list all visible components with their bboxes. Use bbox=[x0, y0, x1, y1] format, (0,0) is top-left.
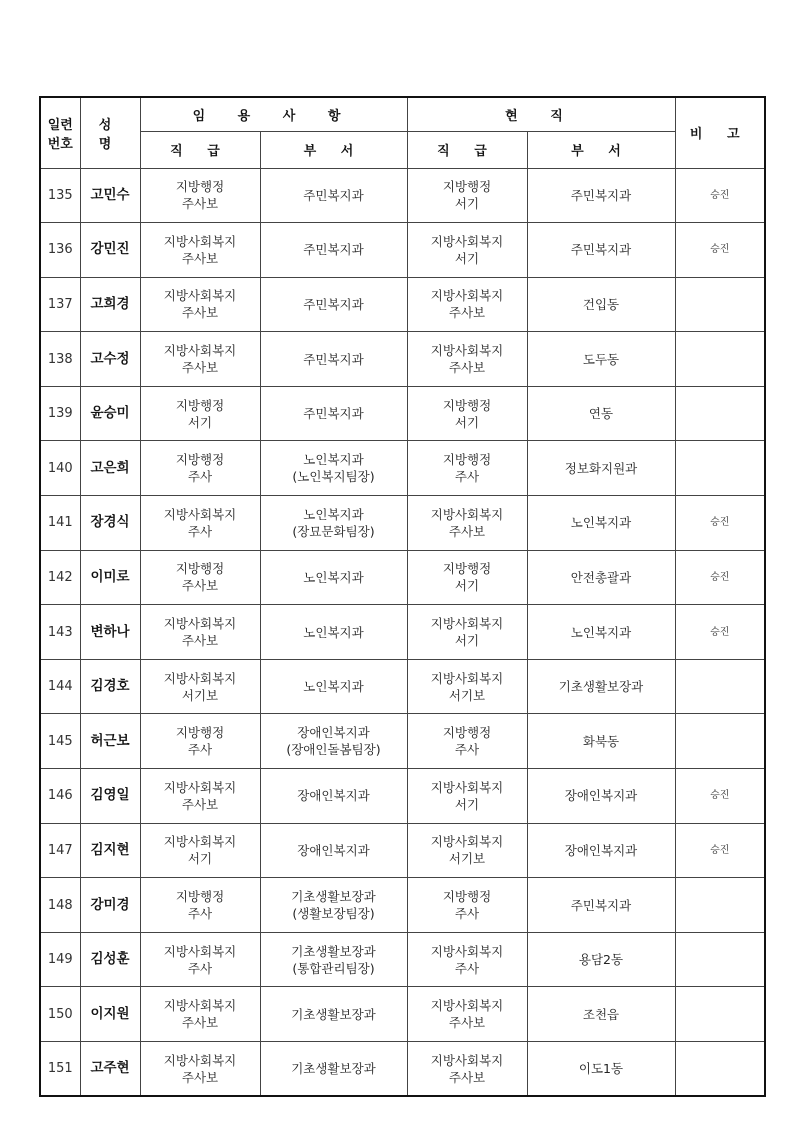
current-department: 이도1동 bbox=[527, 1042, 675, 1097]
serial-number: 141 bbox=[40, 496, 80, 551]
appointed-rank bbox=[140, 168, 260, 223]
serial-number: 151 bbox=[40, 1042, 80, 1097]
current-rank bbox=[407, 987, 527, 1042]
appointed-rank bbox=[140, 1042, 260, 1097]
appointed-rank bbox=[140, 332, 260, 387]
employee-name: 이미로 bbox=[80, 550, 140, 605]
serial-number: 150 bbox=[40, 987, 80, 1042]
note-header: 비 고 bbox=[675, 97, 765, 168]
employee-name: 김성훈 bbox=[80, 932, 140, 987]
current-rank bbox=[407, 277, 527, 332]
remark bbox=[675, 441, 765, 496]
current-department: 연동 bbox=[527, 386, 675, 441]
appointed-rank-line: 주사 bbox=[187, 906, 213, 922]
appointed-rank bbox=[140, 223, 260, 278]
serial-number: 144 bbox=[40, 659, 80, 714]
employee-name: 장경식 bbox=[80, 496, 140, 551]
table-row bbox=[40, 332, 765, 387]
appointed-rank-line: 지방행정 bbox=[175, 561, 225, 577]
current-department: 조천읍 bbox=[527, 987, 675, 1042]
appointed-rank-line: 주사보 bbox=[181, 1069, 219, 1085]
current-rank-line: 서기 bbox=[454, 633, 480, 649]
current-rank-line: 서기 bbox=[454, 578, 480, 594]
table-row bbox=[40, 823, 765, 878]
current-department: 주민복지과 bbox=[527, 223, 675, 278]
appointed-department bbox=[260, 714, 407, 769]
serial-number: 135 bbox=[40, 168, 80, 223]
appointed-rank-line: 주사 bbox=[187, 523, 213, 539]
table-row bbox=[40, 496, 765, 551]
current-rank-line: 지방사회복지 bbox=[430, 779, 504, 795]
appointed-department: 장애인복지과 bbox=[260, 769, 407, 824]
current-department: 도두동 bbox=[527, 332, 675, 387]
serial-number-header: 일련 번호 bbox=[40, 97, 80, 168]
current-rank-line: 주사보 bbox=[448, 1015, 486, 1031]
remark bbox=[675, 386, 765, 441]
appointed-rank bbox=[140, 550, 260, 605]
serial-number: 139 bbox=[40, 386, 80, 441]
current-rank-line: 주사 bbox=[454, 960, 480, 976]
current-department: 주민복지과 bbox=[527, 878, 675, 933]
appointed-rank bbox=[140, 386, 260, 441]
appointed-rank-line: 지방행정 bbox=[175, 725, 225, 741]
appointed-rank-line: 지방사회복지 bbox=[163, 343, 237, 359]
employee-name: 강미경 bbox=[80, 878, 140, 933]
serial-number: 142 bbox=[40, 550, 80, 605]
appointed-department: 주민복지과 bbox=[260, 332, 407, 387]
table-row bbox=[40, 223, 765, 278]
serial-number: 138 bbox=[40, 332, 80, 387]
appointed-rank-line: 지방사회복지 bbox=[163, 834, 237, 850]
employee-name: 허근보 bbox=[80, 714, 140, 769]
current-rank-line: 지방행정 bbox=[442, 179, 492, 195]
employee-name: 고주현 bbox=[80, 1042, 140, 1097]
appointed-department bbox=[260, 878, 407, 933]
current-rank-line: 지방사회복지 bbox=[430, 943, 504, 959]
table-row bbox=[40, 659, 765, 714]
remark bbox=[675, 277, 765, 332]
current-rank-line: 서기 bbox=[454, 796, 480, 812]
serial-number: 140 bbox=[40, 441, 80, 496]
appointed-department-line: (생활보장팀장) bbox=[292, 906, 375, 922]
appointed-rank-line: 지방사회복지 bbox=[163, 779, 237, 795]
appointed-rank-line: 주사보 bbox=[181, 250, 219, 266]
appointed-department: 주민복지과 bbox=[260, 386, 407, 441]
remark bbox=[675, 1042, 765, 1097]
appointed-rank-line: 주사보 bbox=[181, 360, 219, 376]
current-rank-line: 지방사회복지 bbox=[430, 616, 504, 632]
appointed-rank-line: 서기 bbox=[187, 851, 213, 867]
appointed-rank bbox=[140, 987, 260, 1042]
current-rank bbox=[407, 223, 527, 278]
appointed-rank-line: 주사보 bbox=[181, 578, 219, 594]
appointment-header: 임 용 사 항 bbox=[140, 97, 407, 131]
appointment-rank-header: 직 급 bbox=[140, 131, 260, 168]
appointed-department: 노인복지과 bbox=[260, 605, 407, 660]
serial-number: 136 bbox=[40, 223, 80, 278]
appointed-rank-line: 지방사회복지 bbox=[163, 943, 237, 959]
current-rank bbox=[407, 659, 527, 714]
remark: 승진 bbox=[675, 168, 765, 223]
appointed-department bbox=[260, 932, 407, 987]
appointed-rank-line: 지방사회복지 bbox=[163, 616, 237, 632]
current-rank bbox=[407, 550, 527, 605]
appointed-rank bbox=[140, 823, 260, 878]
current-rank bbox=[407, 878, 527, 933]
current-rank-line: 지방사회복지 bbox=[430, 506, 504, 522]
current-rank-line: 지방행정 bbox=[442, 452, 492, 468]
appointment-table bbox=[39, 96, 766, 1097]
appointed-rank-line: 주사보 bbox=[181, 633, 219, 649]
employee-name: 이지원 bbox=[80, 987, 140, 1042]
current-rank-line: 서기보 bbox=[448, 687, 486, 703]
appointed-rank-line: 지방사회복지 bbox=[163, 670, 237, 686]
remark: 승진 bbox=[675, 605, 765, 660]
current-rank bbox=[407, 441, 527, 496]
current-department: 노인복지과 bbox=[527, 605, 675, 660]
appointed-department bbox=[260, 496, 407, 551]
current-rank-line: 주사 bbox=[454, 906, 480, 922]
remark bbox=[675, 932, 765, 987]
current-department: 용담2동 bbox=[527, 932, 675, 987]
appointed-rank-line: 주사보 bbox=[181, 1015, 219, 1031]
current-department: 화북동 bbox=[527, 714, 675, 769]
appointed-rank-line: 주사보 bbox=[181, 796, 219, 812]
appointed-rank-line: 지방사회복지 bbox=[163, 1052, 237, 1068]
employee-name: 강민진 bbox=[80, 223, 140, 278]
table-row bbox=[40, 987, 765, 1042]
current-department: 주민복지과 bbox=[527, 168, 675, 223]
current-rank-line: 지방행정 bbox=[442, 889, 492, 905]
current-rank-line: 지방사회복지 bbox=[430, 998, 504, 1014]
current-rank-line: 서기 bbox=[454, 414, 480, 430]
employee-name: 김영일 bbox=[80, 769, 140, 824]
employee-name: 윤승미 bbox=[80, 386, 140, 441]
appointed-rank-line: 주사보 bbox=[181, 196, 219, 212]
current-rank-header: 직 급 bbox=[407, 131, 527, 168]
appointed-rank bbox=[140, 496, 260, 551]
employee-name: 김지현 bbox=[80, 823, 140, 878]
appointed-rank bbox=[140, 878, 260, 933]
appointed-rank-line: 지방사회복지 bbox=[163, 288, 237, 304]
appointed-department bbox=[260, 441, 407, 496]
table-row bbox=[40, 277, 765, 332]
table-row bbox=[40, 1042, 765, 1097]
appointed-department: 주민복지과 bbox=[260, 168, 407, 223]
table-row bbox=[40, 168, 765, 223]
appointed-rank bbox=[140, 605, 260, 660]
appointed-rank-line: 지방사회복지 bbox=[163, 233, 237, 249]
current-rank-line: 지방사회복지 bbox=[430, 233, 504, 249]
table-row bbox=[40, 714, 765, 769]
remark bbox=[675, 659, 765, 714]
employee-name: 고희경 bbox=[80, 277, 140, 332]
table-row bbox=[40, 878, 765, 933]
appointed-department-line: 노인복지과 bbox=[303, 452, 364, 468]
current-rank-line: 지방행정 bbox=[442, 561, 492, 577]
remark: 승진 bbox=[675, 823, 765, 878]
current-rank bbox=[407, 932, 527, 987]
current-rank-line: 지방사회복지 bbox=[430, 1052, 504, 1068]
employee-name: 변하나 bbox=[80, 605, 140, 660]
current-rank-line: 주사보 bbox=[448, 1069, 486, 1085]
table-row bbox=[40, 932, 765, 987]
serial-number: 146 bbox=[40, 769, 80, 824]
appointed-rank bbox=[140, 659, 260, 714]
employee-name: 고민수 bbox=[80, 168, 140, 223]
appointment-dept-header: 부 서 bbox=[260, 131, 407, 168]
appointed-rank-line: 지방사회복지 bbox=[163, 506, 237, 522]
current-department: 기초생활보장과 bbox=[527, 659, 675, 714]
remark bbox=[675, 878, 765, 933]
appointed-department: 주민복지과 bbox=[260, 277, 407, 332]
serial-number: 148 bbox=[40, 878, 80, 933]
current-rank bbox=[407, 714, 527, 769]
current-position-header: 현 직 bbox=[407, 97, 675, 131]
current-dept-header: 부 서 bbox=[527, 131, 675, 168]
appointed-department-line: (통합관리팀장) bbox=[292, 960, 375, 976]
table-row bbox=[40, 769, 765, 824]
current-rank-line: 주사보 bbox=[448, 523, 486, 539]
employee-name: 고수정 bbox=[80, 332, 140, 387]
current-rank bbox=[407, 496, 527, 551]
appointed-rank-line: 서기보 bbox=[181, 687, 219, 703]
appointed-department: 노인복지과 bbox=[260, 659, 407, 714]
current-department: 건입동 bbox=[527, 277, 675, 332]
appointed-rank-line: 서기 bbox=[187, 414, 213, 430]
appointed-department: 장애인복지과 bbox=[260, 823, 407, 878]
current-rank-line: 지방사회복지 bbox=[430, 834, 504, 850]
employee-name: 김경호 bbox=[80, 659, 140, 714]
current-rank-line: 지방행정 bbox=[442, 725, 492, 741]
current-rank-line: 지방사회복지 bbox=[430, 343, 504, 359]
serial-number: 137 bbox=[40, 277, 80, 332]
appointed-rank-line: 지방행정 bbox=[175, 179, 225, 195]
appointed-rank bbox=[140, 769, 260, 824]
table-row bbox=[40, 550, 765, 605]
remark: 승진 bbox=[675, 550, 765, 605]
serial-number: 145 bbox=[40, 714, 80, 769]
current-rank-line: 지방사회복지 bbox=[430, 288, 504, 304]
serial-number: 149 bbox=[40, 932, 80, 987]
appointed-department-line: 노인복지과 bbox=[303, 506, 364, 522]
current-department: 정보화지원과 bbox=[527, 441, 675, 496]
appointed-rank bbox=[140, 714, 260, 769]
appointed-department-line: 장애인복지과 bbox=[297, 725, 370, 741]
table-row bbox=[40, 441, 765, 496]
current-rank bbox=[407, 1042, 527, 1097]
serial-number: 147 bbox=[40, 823, 80, 878]
appointed-department: 기초생활보장과 bbox=[260, 987, 407, 1042]
current-rank-line: 서기 bbox=[454, 250, 480, 266]
appointed-rank-line: 주사 bbox=[187, 469, 213, 485]
table-row bbox=[40, 605, 765, 660]
table-body bbox=[40, 168, 765, 1096]
appointed-rank bbox=[140, 932, 260, 987]
appointed-rank-line: 주사보 bbox=[181, 305, 219, 321]
remark bbox=[675, 332, 765, 387]
current-rank bbox=[407, 823, 527, 878]
current-department: 장애인복지과 bbox=[527, 769, 675, 824]
appointed-rank-line: 지방행정 bbox=[175, 397, 225, 413]
current-rank-line: 지방행정 bbox=[442, 397, 492, 413]
appointed-department-line: 기초생활보장과 bbox=[291, 943, 376, 959]
serial-number: 143 bbox=[40, 605, 80, 660]
remark bbox=[675, 714, 765, 769]
appointed-rank-line: 지방사회복지 bbox=[163, 998, 237, 1014]
remark: 승진 bbox=[675, 496, 765, 551]
name-header: 성 명 bbox=[80, 97, 140, 168]
remark: 승진 bbox=[675, 769, 765, 824]
current-rank-line: 지방사회복지 bbox=[430, 670, 504, 686]
appointed-department-line: (노인복지팀장) bbox=[292, 469, 375, 485]
current-rank bbox=[407, 605, 527, 660]
current-department: 안전총괄과 bbox=[527, 550, 675, 605]
current-rank-line: 주사 bbox=[454, 742, 480, 758]
appointed-rank-line: 지방행정 bbox=[175, 889, 225, 905]
remark bbox=[675, 987, 765, 1042]
current-rank bbox=[407, 769, 527, 824]
current-rank-line: 서기보 bbox=[448, 851, 486, 867]
appointed-department-line: (장묘문화팀장) bbox=[292, 523, 375, 539]
appointed-rank-line: 주사 bbox=[187, 742, 213, 758]
current-department: 장애인복지과 bbox=[527, 823, 675, 878]
current-rank bbox=[407, 332, 527, 387]
appointed-department-line: 기초생활보장과 bbox=[291, 889, 376, 905]
current-rank bbox=[407, 168, 527, 223]
current-department: 노인복지과 bbox=[527, 496, 675, 551]
appointed-rank-line: 지방행정 bbox=[175, 452, 225, 468]
appointed-rank bbox=[140, 277, 260, 332]
table-row bbox=[40, 386, 765, 441]
current-rank-line: 주사보 bbox=[448, 305, 486, 321]
current-rank-line: 주사보 bbox=[448, 360, 486, 376]
remark: 승진 bbox=[675, 223, 765, 278]
current-rank-line: 주사 bbox=[454, 469, 480, 485]
appointed-rank-line: 주사 bbox=[187, 960, 213, 976]
current-rank-line: 서기 bbox=[454, 196, 480, 212]
current-rank bbox=[407, 386, 527, 441]
appointed-department-line: (장애인돌봄팀장) bbox=[286, 742, 381, 758]
employee-name: 고은희 bbox=[80, 441, 140, 496]
appointed-department: 기초생활보장과 bbox=[260, 1042, 407, 1097]
appointed-department: 노인복지과 bbox=[260, 550, 407, 605]
appointed-rank bbox=[140, 441, 260, 496]
appointed-department: 주민복지과 bbox=[260, 223, 407, 278]
